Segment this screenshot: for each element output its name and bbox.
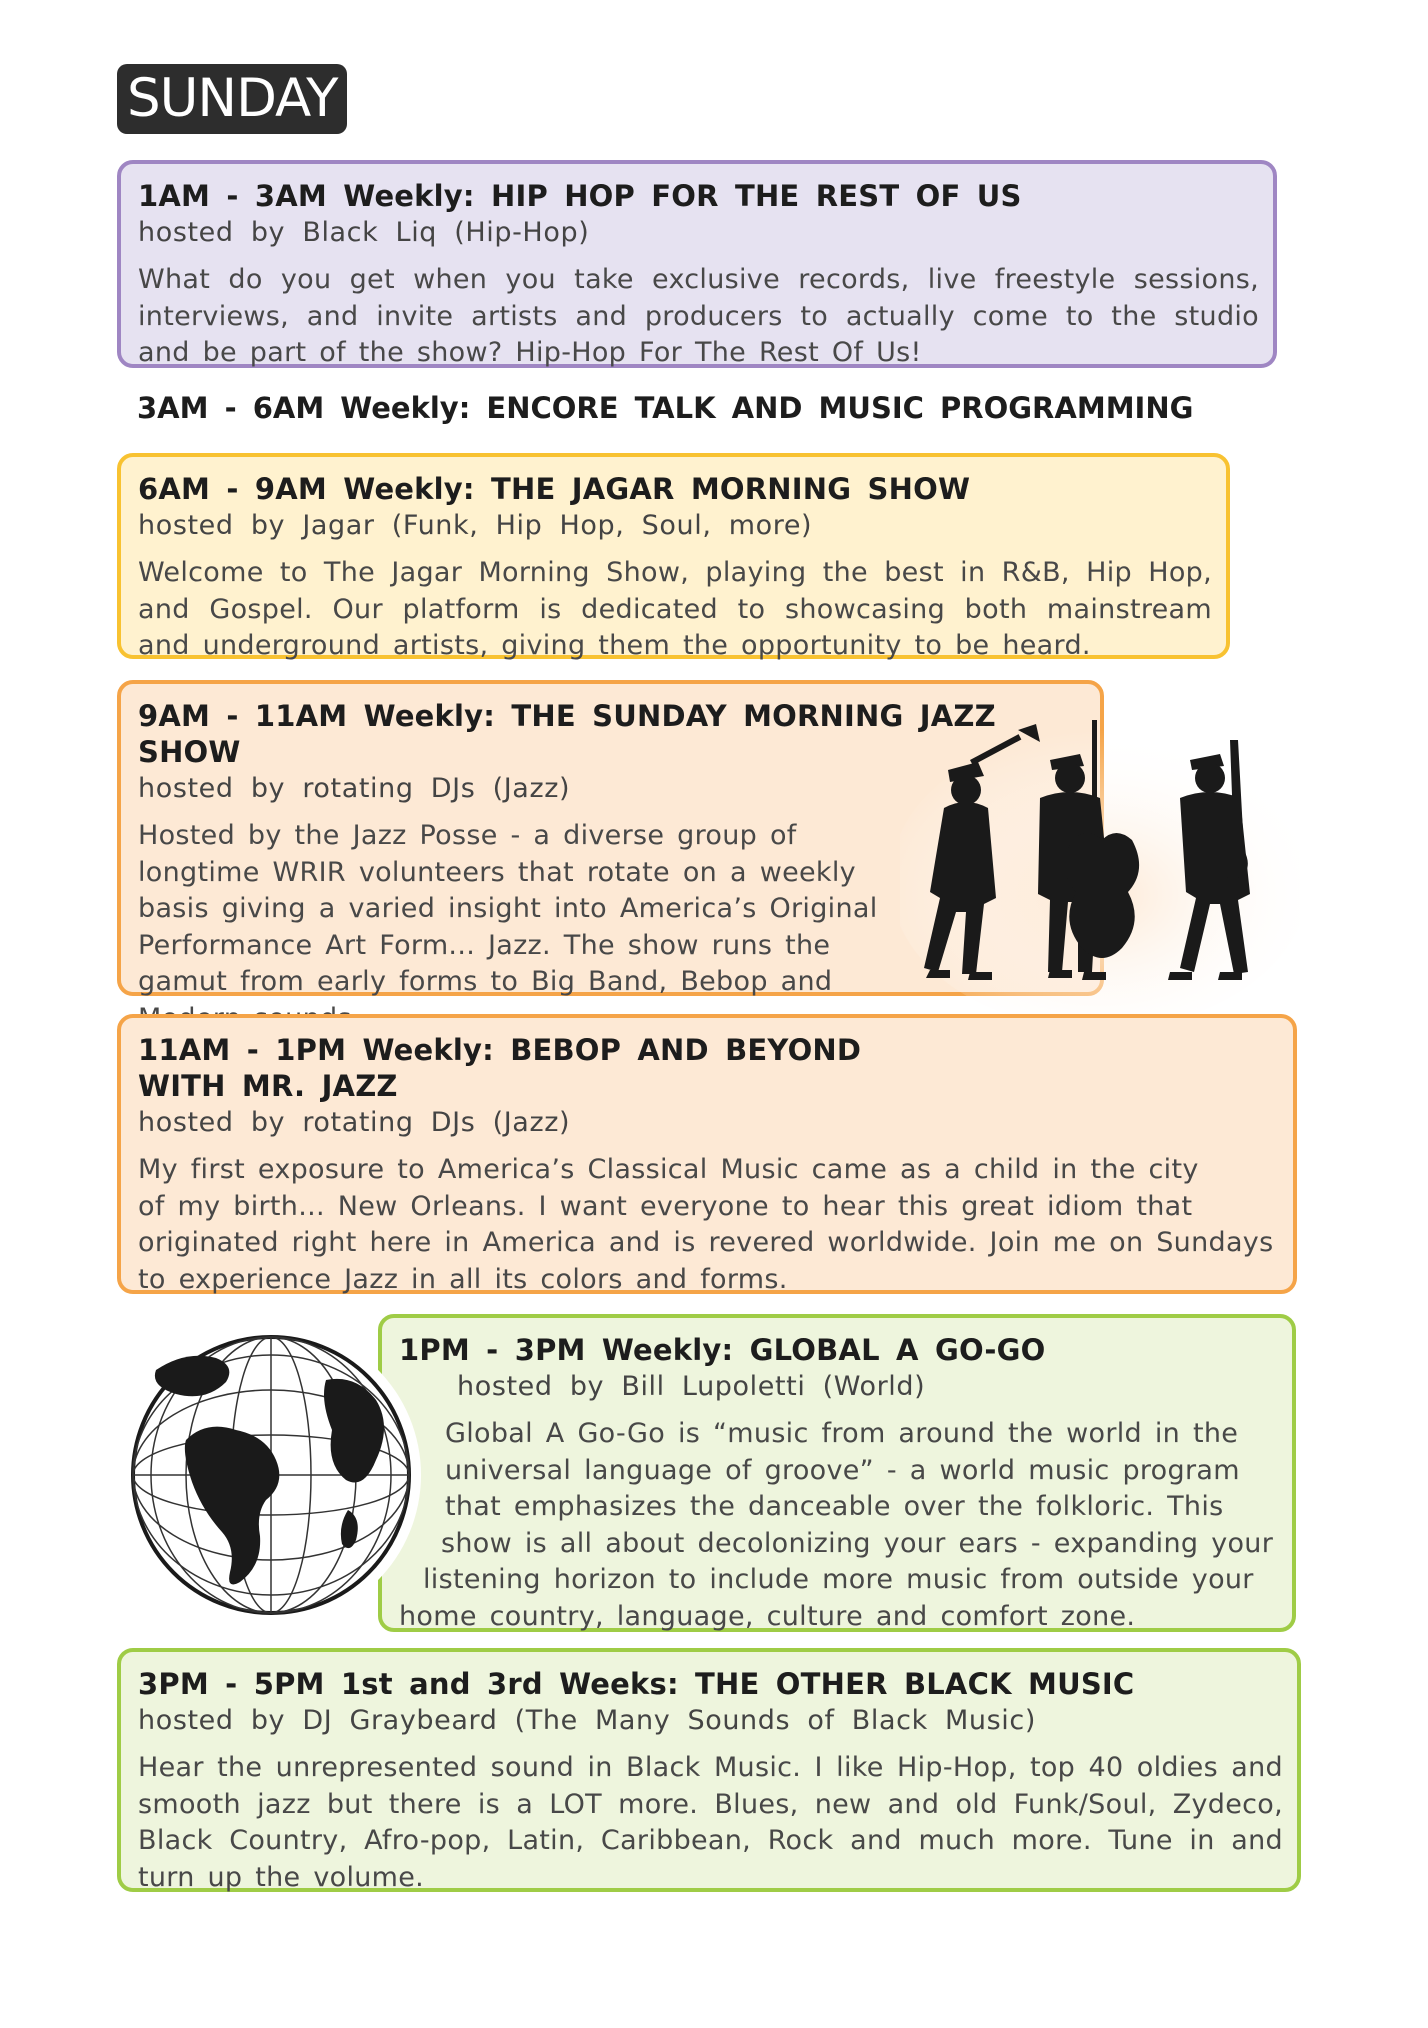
description-line: Global A Go-Go is “music from around the world in the xyxy=(445,1418,1239,1449)
show-title: 1PM - 3PM Weekly: GLOBAL A GO-GO xyxy=(399,1333,1046,1367)
show-title: 3PM - 5PM 1st and 3rd Weeks: THE OTHER BLACK MUSIC xyxy=(138,1667,1135,1701)
title-line: WITH MR. JAZZ xyxy=(138,1069,398,1103)
description-line: listening horizon to include more music from outside your xyxy=(423,1564,1254,1595)
description-line: basis giving a varied insight into America’s Original xyxy=(138,893,878,924)
show-description xyxy=(399,1416,1278,1635)
show-description: Welcome to The Jagar Morning Show, playing the best in R&B, Hip Hop, and Gospel. Our platform is dedicated to showcasing both mainstream and underground artists, giving them the opportunity to be heard. xyxy=(138,557,1212,661)
show-host: hosted by rotating DJs (Jazz) xyxy=(138,1107,571,1138)
show-description xyxy=(138,1152,1279,1298)
show-title-encore: 3AM - 6AM Weekly: ENCORE TALK AND MUSIC PROGRAMMING xyxy=(137,391,1194,425)
description-line: home country, language, culture and comfort zone. xyxy=(399,1600,1136,1632)
show-title: 1AM - 3AM Weekly: HIP HOP FOR THE REST OF US xyxy=(138,179,1022,213)
show-host: hosted by rotating DJs (Jazz) xyxy=(138,773,571,804)
show-card-hip-hop xyxy=(117,160,1277,368)
description-line: that emphasizes the danceable over the folkloric. This xyxy=(445,1491,1224,1522)
description-line: Performance Art Form... Jazz. The show runs the xyxy=(138,929,831,961)
description-line: of my birth... New Orleans. I want everyone to hear this great idiom that xyxy=(138,1190,1193,1222)
show-host: hosted by Bill Lupoletti (World) xyxy=(457,1371,926,1402)
show-description: What do you get when you take exclusive records, live freestyle sessions, interviews, and invite artists and producers to actually come to the studio and be part of the show? Hip-Hop For The Rest Of Us! xyxy=(138,264,1259,368)
description-line: to experience Jazz in all its colors and forms. xyxy=(138,1263,788,1295)
globe-icon xyxy=(116,1320,426,1630)
title-line: 11AM - 1PM Weekly: BEBOP AND BEYOND xyxy=(138,1033,862,1067)
show-host: hosted by Black Liq (Hip-Hop) xyxy=(138,217,590,248)
show-description xyxy=(138,818,908,1037)
show-card-bebop xyxy=(117,1014,1297,1294)
description-line: originated right here in America and is revered worldwide. Join me on Sundays xyxy=(138,1227,1274,1258)
show-title: 9AM - 11AM Weekly: THE SUNDAY MORNING JAZZ SHOW xyxy=(138,699,996,769)
description-line: My first exposure to America’s Classical Music came as a child in the city xyxy=(138,1154,1199,1185)
show-host: hosted by Jagar (Funk, Hip Hop, Soul, more) xyxy=(138,510,813,541)
day-heading: SUNDAY xyxy=(117,64,347,134)
description-line: gamut from early forms to Big Band, Bebop and xyxy=(138,966,833,997)
show-card-global xyxy=(378,1314,1296,1632)
show-description: Hear the unrepresented sound in Black Music. I like Hip-Hop, top 40 oldies and smooth jazz but there is a LOT more. Blues, new and old Funk/Soul, Zydeco, Black Country, Afro-pop, Latin, Caribbean, Rock and much more. Tune in and turn up the volume. xyxy=(138,1752,1283,1893)
description-line: show is all about decolonizing your ears - expanding your xyxy=(441,1527,1274,1559)
show-title: 6AM - 9AM Weekly: THE JAGAR MORNING SHOW xyxy=(138,472,971,506)
description-line: universal language of groove” - a world music program xyxy=(445,1454,1240,1486)
jazz-band-silhouette-icon xyxy=(900,720,1300,1020)
description-line: longtime WRIR volunteers that rotate on a weekly xyxy=(138,856,856,888)
description-line: Hosted by the Jazz Posse - a diverse group of xyxy=(138,820,797,851)
show-card-other-black-music xyxy=(117,1648,1301,1892)
show-title xyxy=(138,1032,1279,1104)
show-card-jagar xyxy=(117,453,1230,659)
show-host: hosted by DJ Graybeard (The Many Sounds of Black Music) xyxy=(138,1705,1036,1736)
